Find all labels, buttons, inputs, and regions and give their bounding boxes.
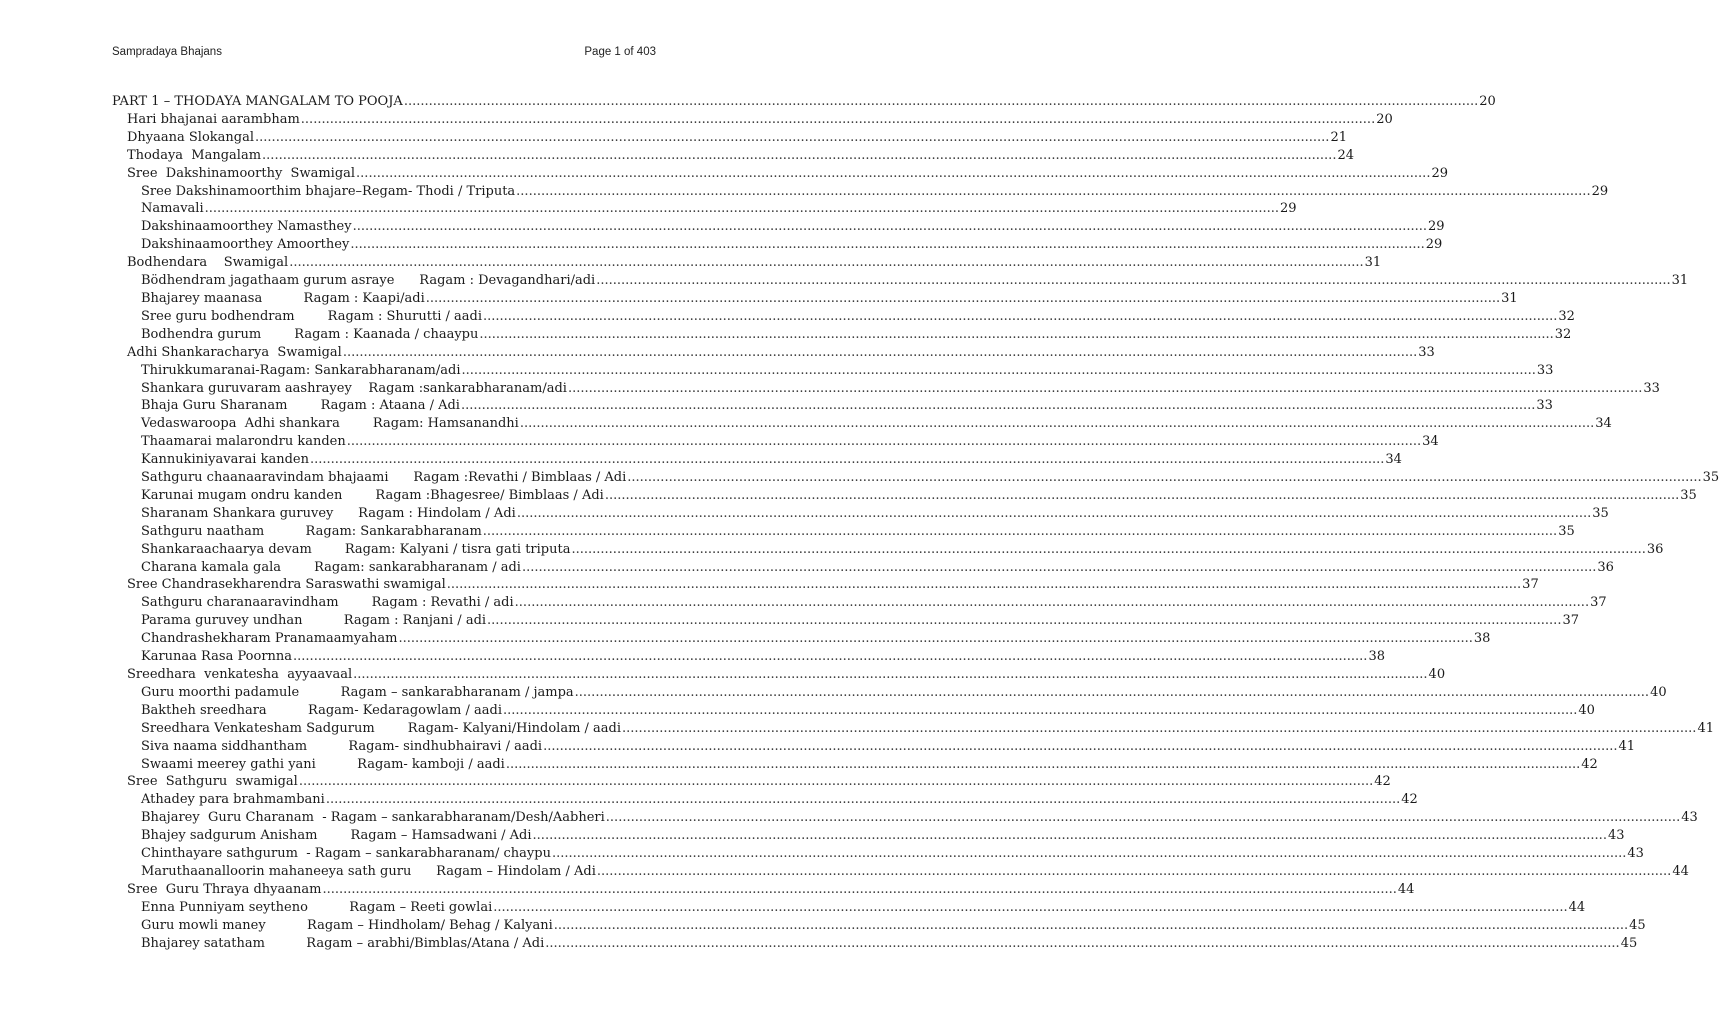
toc-entry-title: Bhajarey satatham Ragam – arabhi/Bimblas/Atana / Adi [141,935,545,951]
toc-entry[interactable] [112,630,1491,648]
toc-entry-page: 37 [1590,595,1607,611]
toc-entry[interactable] [112,344,1435,362]
toc-entry-title: Shankaraachaarya devam Ragam: Kalyani / tisra gati triputa [141,541,571,557]
toc-entry[interactable] [112,147,1354,165]
toc-entry-title: PART 1 – THODAYA MANGALAM TO POOJA [112,94,403,109]
toc-entry[interactable] [112,845,1644,863]
dot-leader [289,254,1363,272]
toc-entry-page: 29 [1428,219,1445,235]
toc-entry[interactable] [112,594,1607,612]
toc-entry-page: 31 [1364,255,1382,271]
toc-entry-title: Guru moorthi padamule Ragam – sankarabharanam / jampa [141,684,574,700]
dot-leader [356,165,1430,183]
dot-leader [543,738,1617,756]
toc-entry[interactable] [112,935,1638,953]
dot-leader [350,236,1424,254]
toc-entry-title: Thaamarai malarondru kanden [141,434,346,450]
toc-entry-page: 44 [1568,899,1586,915]
dot-leader [426,290,1500,308]
toc-entry-title: Kannukiniyavarai kanden [141,452,309,468]
toc-entry[interactable] [112,648,1385,666]
toc-entry-page: 34 [1385,452,1402,468]
dot-leader [353,666,1427,684]
dot-leader [571,541,1645,559]
dot-leader [404,93,1478,111]
toc-entry-page: 20 [1376,111,1393,127]
toc-entry-title: Thodaya Mangalam [127,147,262,163]
toc-entry-title: Bhajey sadgurum Anisham Ragam – Hamsadwani / Adi [141,828,532,844]
toc-entry-title: Siva naama siddhantham Ragam- sindhubhairavi / aadi [141,738,543,754]
toc-entry-page: 32 [1558,308,1575,324]
toc-entry-page: 35 [1558,523,1575,539]
dot-leader [552,845,1626,863]
dot-leader [503,702,1577,720]
toc-entry-page: 36 [1597,559,1614,575]
toc-entry-title: Karunai mugam ondru kanden Ragam :Bhagesree/ Bimblaas / Adi [141,487,604,503]
dot-leader [522,559,1596,577]
toc-entry[interactable] [112,720,1714,738]
dot-leader [575,684,1649,702]
dot-leader [627,469,1701,487]
toc-entry-title: Charana kamala gala Ragam: sankarabharanam / adi [141,559,521,575]
dot-leader [520,415,1594,433]
toc-entry-title: Baktheh sreedhara Ragam- Kedaragowlam / aadi [141,702,502,718]
toc-entry-page: 29 [1425,237,1443,253]
toc-entry-title: Swaami meerey gathi yani Ragam- kamboji / aadi [141,756,505,772]
dot-leader [343,344,1417,362]
toc-entry-page: 33 [1536,362,1554,378]
dot-leader [533,827,1607,845]
dot-leader [310,451,1384,469]
toc-entry[interactable] [112,254,1382,272]
toc-entry[interactable] [112,827,1625,845]
toc-entry-title: Bhaja Guru Sharanam Ragam : Ataana / Adi [141,398,460,414]
dot-leader [622,720,1696,738]
toc-entry-page: 35 [1592,505,1609,521]
toc-entry-page: 32 [1554,326,1572,342]
toc-entry-title: Athadey para brahmambani [141,792,325,808]
toc-entry-title: Sathguru chaanaaravindam bhajaami Ragam :Revathi / Bimblaas / Adi [141,470,627,486]
toc-entry-page: 38 [1473,631,1491,647]
toc-entry-title: Bhajarey Guru Charanam - Ragam – sankarabharanam/Desh/Aabheri [141,810,605,826]
toc-entry-title: Adhi Shankaracharya Swamigal [127,344,342,360]
dot-leader [605,487,1679,505]
toc-entry-page: 35 [1680,487,1697,503]
toc-entry-page: 33 [1418,344,1435,360]
toc-entry-page: 31 [1501,290,1518,306]
toc-entry-title: Sathguru naatham Ragam: Sankarabharanam [141,523,482,539]
toc-entry-page: 33 [1536,398,1553,414]
toc-entry[interactable] [112,487,1697,505]
dot-leader [205,200,1279,218]
toc-entry-page: 29 [1280,201,1297,217]
toc-entry[interactable] [112,469,1719,487]
page-number: Page 1 of 403 [584,46,656,58]
page-header [112,46,656,58]
toc-entry[interactable] [112,111,1393,129]
toc-entry-page: 40 [1578,702,1595,718]
toc-entry-title: Dakshinaamoorthey Namasthey [141,219,352,235]
toc-entry-title: Dakshinaamoorthey Amoorthey [141,237,350,253]
toc-entry-title: Sree guru bodhendram Ragam : Shurutti / aadi [141,308,482,324]
toc-entry-title: Sree Dakshinamoorthy Swamigal [127,165,356,181]
toc-entry[interactable] [112,541,1664,559]
toc-entry-title: Hari bhajanai aarambham [127,111,300,127]
dot-leader [461,362,1535,380]
table-of-contents [112,93,1719,953]
toc-entry-page: 41 [1618,738,1636,754]
toc-entry-page: 42 [1581,756,1598,772]
toc-entry-page: 41 [1697,720,1714,736]
toc-entry[interactable] [112,326,1572,344]
dot-leader [487,612,1561,630]
toc-entry[interactable] [112,756,1598,774]
toc-entry-title: Sathguru charanaaravindham Ragam : Revathi / adi [141,595,514,611]
dot-leader [517,505,1591,523]
toc-entry-page: 37 [1562,613,1579,629]
dot-leader [554,917,1628,935]
toc-entry-page: 35 [1702,470,1719,486]
toc-entry-title: Maruthaanalloorin mahaneeya sath guru Ragam – Hindolam / Adi [141,863,596,879]
toc-entry[interactable] [112,684,1667,702]
toc-entry-page: 42 [1401,792,1418,808]
document-title: Sampradaya Bhajans [112,46,222,58]
toc-entry-title: Bhajarey maanasa Ragam : Kaapi/adi [141,290,425,306]
dot-leader [493,899,1567,917]
toc-entry-page: 38 [1368,649,1385,665]
toc-entry-title: Chandrashekharam Pranamaamyaham [141,631,398,647]
toc-entry-title: Guru mowli maney Ragam – Hindholam/ Behag / Kalyani [141,917,553,933]
dot-leader [606,809,1680,827]
toc-entry-page: 44 [1672,863,1689,879]
toc-entry-title: Thirukkumaranai-Ragam: Sankarabharanam/adi [141,362,461,378]
toc-entry-title: Sree Sathguru swamigal [127,774,298,790]
toc-entry[interactable] [112,380,1660,398]
toc-entry-page: 21 [1330,129,1347,145]
toc-entry[interactable] [112,236,1443,254]
toc-entry-title: Sree Chandrasekharendra Saraswathi swamigal [127,577,446,593]
toc-entry[interactable] [112,881,1415,899]
toc-entry[interactable] [112,433,1439,451]
toc-entry[interactable] [112,362,1554,380]
toc-entry[interactable] [112,523,1575,541]
dot-leader [597,863,1671,881]
toc-entry-page: 33 [1643,380,1660,396]
toc-entry[interactable] [112,809,1698,827]
toc-entry-page: 43 [1627,846,1644,862]
toc-entry[interactable] [112,200,1297,218]
toc-entry-page: 45 [1620,935,1638,951]
toc-entry[interactable] [112,165,1448,183]
dot-leader [255,129,1329,147]
toc-entry[interactable] [112,218,1445,236]
toc-entry-title: Dhyaana Slokangal [127,129,255,145]
toc-entry-page: 29 [1431,165,1448,181]
toc-entry[interactable] [112,917,1646,935]
toc-entry-title: Shankara guruvaram aashrayey Ragam :sankarabharanam/adi [141,380,567,396]
toc-entry[interactable] [112,612,1579,630]
dot-leader [515,594,1589,612]
toc-entry[interactable] [112,290,1518,308]
dot-leader [347,433,1421,451]
dot-leader [483,308,1557,326]
toc-entry[interactable] [112,93,1496,111]
dot-leader [326,791,1400,809]
toc-entry-title: Sreedhara Venkatesham Sadgurum Ragam- Kalyani/Hindolam / aadi [141,720,622,736]
toc-entry-page: 42 [1374,774,1391,790]
dot-leader [353,218,1427,236]
toc-entry-page: 45 [1629,917,1646,933]
toc-entry[interactable] [112,183,1609,201]
toc-entry-page: 43 [1607,828,1625,844]
toc-entry-title: Sharanam Shankara guruvey Ragam : Hindolam / Adi [141,505,516,521]
dot-leader [293,648,1367,666]
toc-entry-page: 34 [1595,416,1612,432]
toc-entry-page: 40 [1650,684,1667,700]
toc-entry[interactable] [112,738,1636,756]
toc-entry[interactable] [112,559,1614,577]
toc-entry-title: Chinthayare sathgurum - Ragam – sankarabharanam/ chaypu [141,846,551,862]
toc-entry[interactable] [112,702,1595,720]
toc-entry-page: 40 [1428,667,1446,682]
toc-entry[interactable] [112,308,1575,326]
toc-entry-page: 43 [1681,810,1698,826]
toc-entry-title: Karunaa Rasa Poornna [141,649,293,665]
dot-leader [461,397,1535,415]
dot-leader [506,756,1580,774]
dot-leader [568,380,1642,398]
toc-entry-title: Bodhendra gurum Ragam : Kaanada / chaaypu [141,326,479,342]
toc-entry[interactable] [112,397,1553,415]
toc-entry[interactable] [112,451,1402,469]
toc-entry[interactable] [112,415,1612,433]
toc-entry-title: Sree Guru Thraya dhyaanam [127,881,322,897]
toc-entry[interactable] [112,272,1689,290]
toc-entry-title: Sree Dakshinamoorthim bhajare–Regam- Thodi / Triputa [141,183,516,199]
toc-entry-page: 24 [1337,147,1354,163]
toc-entry[interactable] [112,791,1418,809]
toc-entry-page: 37 [1522,577,1539,593]
dot-leader [596,272,1670,290]
toc-entry-page: 31 [1671,273,1689,289]
toc-entry-title: Bodhendara Swamigal [127,255,289,271]
toc-entry-title: Namavali [141,201,204,217]
toc-entry[interactable] [112,576,1539,594]
dot-leader [322,881,1396,899]
toc-entry[interactable] [112,666,1446,684]
toc-entry-page: 44 [1397,881,1415,897]
dot-leader [447,576,1521,594]
toc-entry[interactable] [112,129,1347,147]
dot-leader [262,147,1336,165]
toc-entry-page: 34 [1422,434,1439,450]
toc-entry[interactable] [112,899,1586,917]
toc-entry[interactable] [112,505,1609,523]
dot-leader [479,326,1553,344]
toc-entry-title: Vedaswaroopa Adhi shankara Ragam: Hamsanandhi [141,416,519,432]
dot-leader [299,773,1373,791]
toc-entry-title: Parama guruvey undhan Ragam : Ranjani / adi [141,613,487,629]
toc-entry-title: Bödhendram jagathaam gurum asraye Ragam : Devagandhari/adi [141,273,596,289]
toc-entry-title: Sreedhara venkatesha ayyaavaal [127,667,353,682]
dot-leader [545,935,1619,953]
dot-leader [483,523,1557,541]
toc-entry[interactable] [112,773,1391,791]
toc-entry[interactable] [112,863,1689,881]
toc-entry-page: 29 [1591,183,1609,199]
toc-entry-page: 20 [1479,94,1496,109]
toc-entry-title: Enna Punniyam seytheno Ragam – Reeti gowlai [141,899,493,915]
dot-leader [516,183,1590,201]
toc-entry-page: 36 [1646,541,1664,557]
dot-leader [398,630,1472,648]
dot-leader [301,111,1375,129]
